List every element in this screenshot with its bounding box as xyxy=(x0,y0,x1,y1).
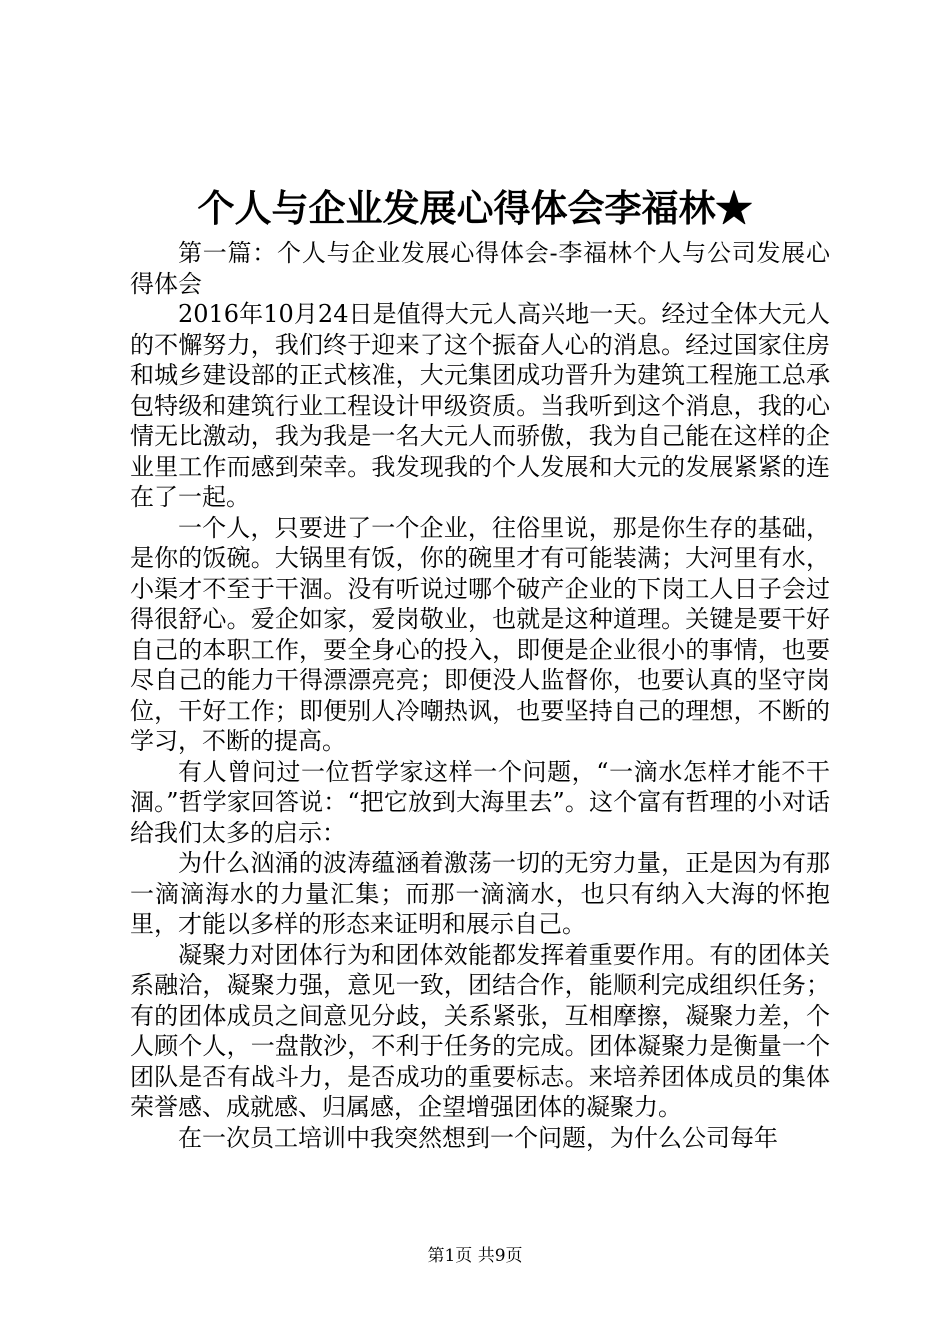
document-body xyxy=(130,238,830,1153)
paragraph: 为什么汹涌的波涛蕴涵着激荡一切的无穷力量，正是因为有那一滴滴海水的力量汇集；而那一滴滴水，也只有纳入大海的怀抱里，才能以多样的形态来证明和展示自己。 xyxy=(130,849,830,938)
document-title: 个人与企业发展心得体会李福林★ xyxy=(197,186,753,230)
paragraph: 2016年10月24日是值得大元人高兴地一天。经过全体大元人的不懈努力，我们终于迎来了这个振奋人心的消息。经过国家住房和城乡建设部的正式核准，大元集团成功晋升为建筑工程施工总承包特级和建筑行业工程设计甲级资质。当我听到这个消息，我的心情无比激动，我为我是一名大元人而骄傲，我为自己能在这样的企业里工作而感到荣幸。我发现我的个人发展和大元的发展紧紧的连在了一起。 xyxy=(130,300,830,511)
paragraph: 有人曾问过一位哲学家这样一个问题，“一滴水怎样才能不干涸。”哲学家回答说：“把它放到大海里去”。这个富有哲理的小对话给我们太多的启示： xyxy=(130,757,830,847)
page-footer: 第1页 共9页 xyxy=(427,1246,523,1266)
paragraph: 一个人，只要进了一个企业，往俗里说，那是你生存的基础，是你的饭碗。大锅里有饭，你的碗里才有可能装满；大河里有水，小渠才不至于干涸。没有听说过哪个破产企业的下岗工人日子会过得很舒心。爱企如家，爱岗敬业，也就是这种道理。关键是要干好自己的本职工作，要全身心的投入，即便是企业很小的事情，也要尽自己的能力干得漂漂亮亮；即便没人监督你，也要认真的坚守岗位，干好工作；即便别人冷嘲热讽，也要坚持自己的理想，不断的学习，不断的提高。 xyxy=(130,513,830,755)
paragraph: 在一次员工培训中我突然想到一个问题，为什么公司每年 xyxy=(178,1123,778,1152)
paragraph: 凝聚力对团体行为和团体效能都发挥着重要作用。有的团体关系融洽，凝聚力强，意见一致，团结合作，能顺利完成组织任务；有的团体成员之间意见分歧，关系紧张，互相摩擦，凝聚力差，个人顾个人，一盘散沙，不利于任务的完成。团体凝聚力是衡量一个团队是否有战斗力，是否成功的重要标志。来培养团体成员的集体荣誉感、成就感、归属感，企望增强团体的凝聚力。 xyxy=(130,940,830,1121)
paragraph: 第一篇：个人与企业发展心得体会-李福林个人与公司发展心得体会 xyxy=(130,239,830,298)
